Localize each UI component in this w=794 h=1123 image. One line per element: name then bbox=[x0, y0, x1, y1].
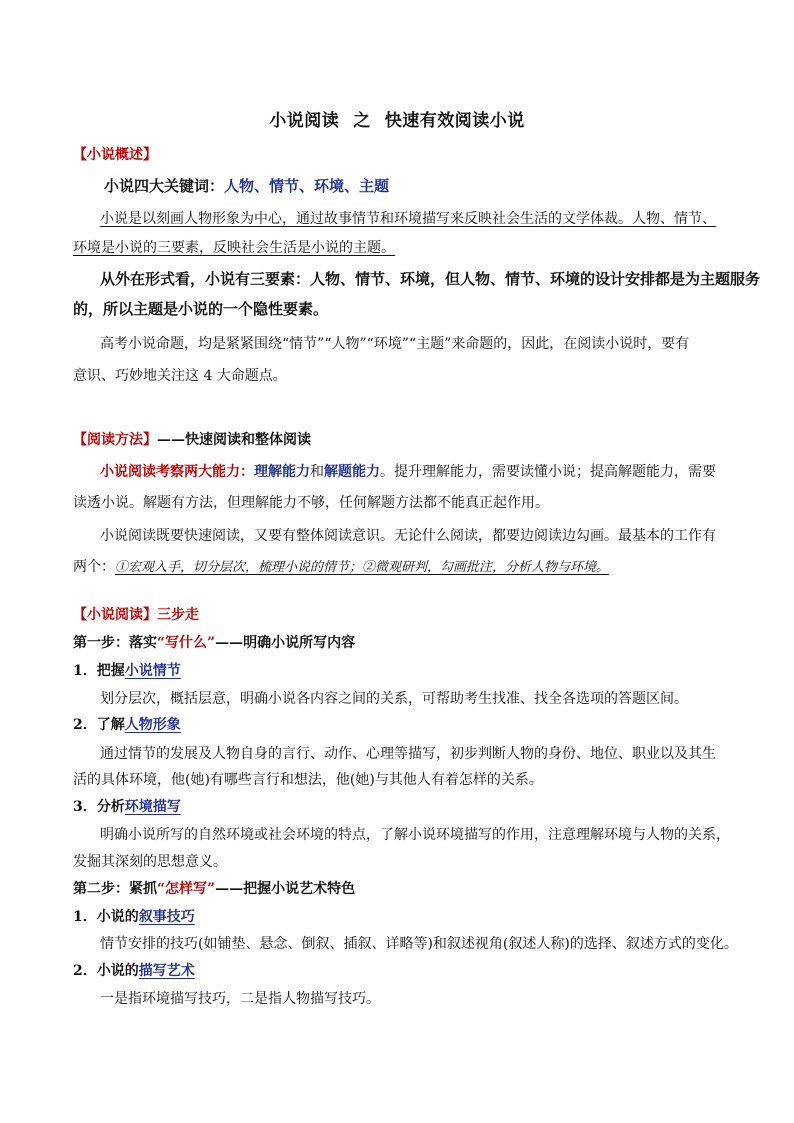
overview-para2-line2: 的，所以主题是小说的一个隐性要素。 bbox=[73, 300, 329, 318]
step1-item1-heading: 1．把握小说情节 bbox=[73, 663, 181, 679]
step2-item2-heading: 2．小说的描写艺术 bbox=[73, 963, 195, 979]
step1-heading: 第一步：落实“写什么”——明确小说所写内容 bbox=[73, 635, 356, 651]
method-para2-line2: 两个：①宏观入手，切分层次，梳理小说的情节；②微观研判，勾画批注，分析人物与环境。 bbox=[73, 559, 610, 575]
overview-para1-line1: 小说是以刻画人物形象为中心，通过故事情节和环境描写来反映社会生活的文学体裁。人物、情节、 bbox=[100, 211, 716, 227]
steps-header: 【小说阅读】三步走 bbox=[73, 607, 199, 623]
overview-para1-line2: 环境是小说的三要素，反映社会生活是小说的主题。 bbox=[73, 240, 395, 256]
step1-item2-heading: 2．了解人物形象 bbox=[73, 717, 181, 733]
overview-para3-line2: 意识、巧妙地关注这 4 大命题点。 bbox=[73, 368, 287, 384]
overview-para2-line1: 从外在形式看，小说有三要素：人物、情节、环境，但人物、情节、环境的设计安排都是为主题服务 bbox=[100, 270, 761, 288]
step1-item3-line2: 发掘其深刻的思想意义。 bbox=[73, 854, 227, 870]
step2-heading: 第二步：紧抓“怎样写”——把握小说艺术特色 bbox=[73, 881, 356, 897]
step1-item2-line2: 活的具体环境，他(她)有哪些言行和想法，他(她)与其他人有着怎样的关系。 bbox=[73, 772, 543, 788]
step2-item1-text: 情节安排的技巧(如铺垫、悬念、倒叙、插叙、详略等)和叙述视角(叙述人称)的选择、叙述方式的变化。 bbox=[100, 936, 738, 952]
method-para2-line1: 小说阅读既要快速阅读，又要有整体阅读意识。无论什么阅读，都要边阅读边勾画。最基本的工作有 bbox=[100, 528, 716, 544]
step1-item2-line1: 通过情节的发展及人物自身的言行、动作、心理等描写，初步判断人物的身份、地位、职业以及其生 bbox=[100, 746, 716, 762]
step1-item1-text: 划分层次，概括层意，明确小说各内容之间的关系，可帮助考生找准、找全各选项的答题区间。 bbox=[100, 691, 688, 707]
page-title: 小说阅读 之 快速有效阅读小说 bbox=[269, 111, 525, 131]
step1-item3-heading: 3．分析环境描写 bbox=[73, 799, 181, 815]
method-para1-line2: 读透小说。解题有方法，但理解能力不够，任何解题方法都不能真正起作用。 bbox=[73, 495, 549, 511]
step2-item1-heading: 1．小说的叙事技巧 bbox=[73, 909, 195, 925]
method-header: 【阅读方法】——快速阅读和整体阅读 bbox=[73, 432, 311, 448]
method-para1-line1: 小说阅读考察两大能力：理解能力和解题能力。提升理解能力，需要读懂小说；提高解题能力，需要 bbox=[100, 464, 716, 480]
overview-header: 【小说概述】 bbox=[73, 147, 157, 163]
step1-item3-line1: 明确小说所写的自然环境或社会环境的特点，了解小说环境描写的作用，注意理解环境与人物的关系， bbox=[100, 827, 730, 843]
overview-para3-line1: 高考小说命题，均是紧紧围绕“情节”“人物”“环境”“主题”来命题的，因此，在阅读小说时，要有 bbox=[100, 336, 690, 352]
step2-item2-text: 一是指环境描写技巧，二是指人物描写技巧。 bbox=[100, 991, 380, 1007]
keywords-line: 小说四大关键词：人物、情节、环境、主题 bbox=[104, 177, 390, 195]
